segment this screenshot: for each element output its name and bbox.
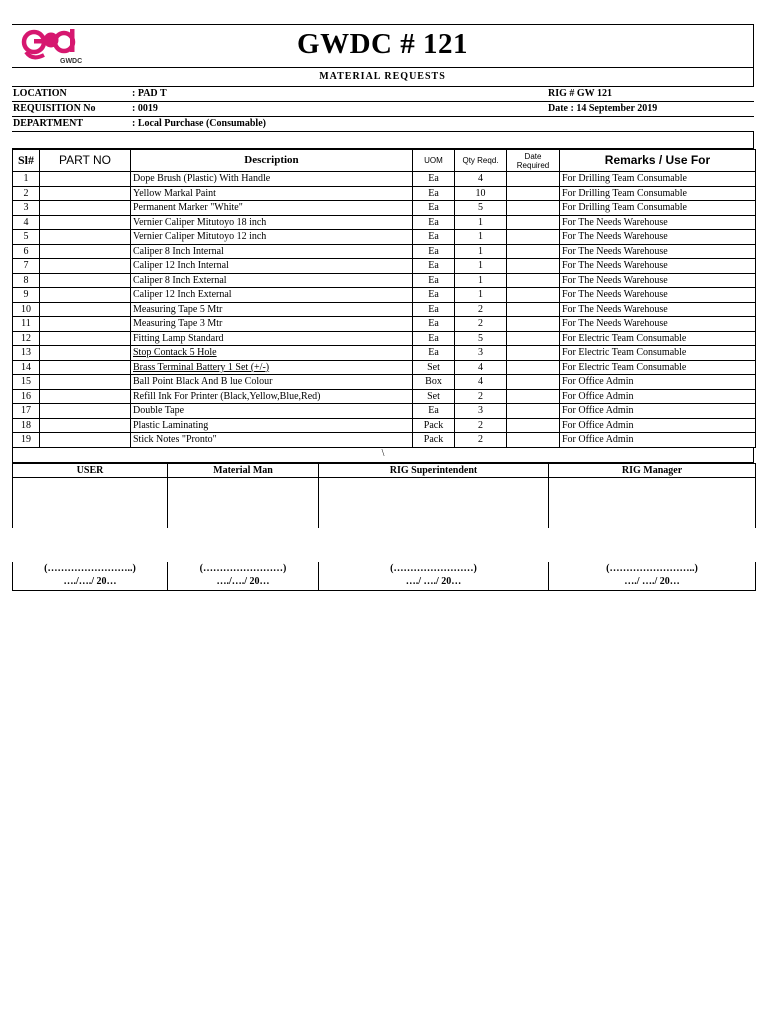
- cell-uom: Pack: [413, 433, 455, 448]
- cell-description: Yellow Markal Paint: [131, 186, 413, 201]
- sig-rig-superintendent-box: [319, 477, 549, 528]
- cell-uom: Ea: [413, 244, 455, 259]
- sig-rig-manager-box: [549, 477, 756, 528]
- col-description: Description: [131, 150, 413, 172]
- sig-rig-manager-line: (……………………..) …./ …./ 20…: [549, 562, 756, 591]
- cell-qty: 4: [455, 375, 507, 390]
- cell-description: Vernier Caliper Mitutoyo 12 inch: [131, 230, 413, 245]
- cell-qty: 3: [455, 404, 507, 419]
- cell-part-no: [40, 186, 131, 201]
- cell-part-no: [40, 230, 131, 245]
- sig-material-man-box: [168, 477, 319, 528]
- cell-qty: 2: [455, 433, 507, 448]
- cell-remarks: For Electric Team Consumable: [560, 346, 756, 361]
- cell-sl: 7: [13, 259, 40, 274]
- cell-remarks: For The Needs Warehouse: [560, 230, 756, 245]
- cell-description: Caliper 12 Inch Internal: [131, 259, 413, 274]
- requisition-row: [12, 102, 754, 117]
- cell-remarks: For Office Admin: [560, 433, 756, 448]
- cell-description: Plastic Laminating: [131, 418, 413, 433]
- cell-description: Fitting Lamp Standard: [131, 331, 413, 346]
- cell-remarks: For Office Admin: [560, 404, 756, 419]
- cell-uom: Ea: [413, 317, 455, 332]
- sig-user-box: [13, 477, 168, 528]
- table-row: [13, 389, 756, 404]
- date-label: Date : 14 September 2019: [548, 103, 658, 114]
- cell-remarks: For The Needs Warehouse: [560, 288, 756, 303]
- cell-sl: 1: [13, 172, 40, 187]
- table-row: [13, 346, 756, 361]
- signature-gap-row: [13, 528, 756, 562]
- cell-part-no: [40, 389, 131, 404]
- request-info: [12, 86, 754, 149]
- cell-date-required: [507, 317, 560, 332]
- cell-qty: 1: [455, 215, 507, 230]
- cell-description: Ball Point Black And B lue Colour: [131, 375, 413, 390]
- cell-remarks: For Office Admin: [560, 389, 756, 404]
- sig-user-line: (……………………..) …./…./ 20…: [13, 562, 168, 591]
- cell-uom: Ea: [413, 288, 455, 303]
- signature-header-row: [13, 463, 756, 477]
- spacer-row: [12, 132, 754, 149]
- table-row: [13, 331, 756, 346]
- cell-remarks: For Drilling Team Consumable: [560, 172, 756, 187]
- table-row: [13, 302, 756, 317]
- cell-uom: Box: [413, 375, 455, 390]
- cell-qty: 3: [455, 346, 507, 361]
- cell-description: Permanent Marker "White": [131, 201, 413, 216]
- cell-uom: Ea: [413, 346, 455, 361]
- cell-remarks: For The Needs Warehouse: [560, 317, 756, 332]
- page-subtitle: MATERIAL REQUESTS: [12, 67, 754, 86]
- cell-remarks: For The Needs Warehouse: [560, 273, 756, 288]
- table-header-row: [13, 150, 756, 172]
- cell-description: Brass Terminal Battery 1 Set (+/-): [131, 360, 413, 375]
- cell-sl: 17: [13, 404, 40, 419]
- cell-date-required: [507, 201, 560, 216]
- cell-remarks: For Electric Team Consumable: [560, 331, 756, 346]
- cell-remarks: For Drilling Team Consumable: [560, 186, 756, 201]
- cell-qty: 2: [455, 418, 507, 433]
- cell-remarks: For The Needs Warehouse: [560, 244, 756, 259]
- location-label: LOCATION: [13, 88, 67, 99]
- cell-sl: 6: [13, 244, 40, 259]
- cell-date-required: [507, 389, 560, 404]
- cell-description: Measuring Tape 3 Mtr: [131, 317, 413, 332]
- svg-text:GWDC: GWDC: [60, 58, 82, 65]
- cell-date-required: [507, 215, 560, 230]
- cell-sl: 11: [13, 317, 40, 332]
- cell-sl: 12: [13, 331, 40, 346]
- department-label: DEPARTMENT: [13, 118, 84, 129]
- cell-sl: 8: [13, 273, 40, 288]
- cell-sl: 19: [13, 433, 40, 448]
- requisition-value: : 0019: [132, 103, 158, 114]
- cell-description: Stick Notes "Pronto": [131, 433, 413, 448]
- cell-sl: 18: [13, 418, 40, 433]
- cell-sl: 16: [13, 389, 40, 404]
- cell-sl: 4: [13, 215, 40, 230]
- table-row: [13, 230, 756, 245]
- cell-part-no: [40, 302, 131, 317]
- cell-date-required: [507, 172, 560, 187]
- table-row: [13, 259, 756, 274]
- cell-uom: Ea: [413, 331, 455, 346]
- cell-date-required: [507, 186, 560, 201]
- cell-qty: 2: [455, 389, 507, 404]
- cell-date-required: [507, 346, 560, 361]
- cell-uom: Ea: [413, 273, 455, 288]
- table-row: [13, 244, 756, 259]
- cell-date-required: [507, 230, 560, 245]
- rig-label: RIG # GW 121: [548, 88, 612, 99]
- sig-material-man-line: (……………………) …./…./ 20…: [168, 562, 319, 591]
- department-value: : Local Purchase (Consumable): [132, 118, 266, 129]
- cell-date-required: [507, 418, 560, 433]
- table-row: [13, 433, 756, 448]
- cell-date-required: [507, 360, 560, 375]
- cell-uom: Ea: [413, 172, 455, 187]
- table-row: [13, 273, 756, 288]
- cell-part-no: [40, 375, 131, 390]
- sig-rig-manager-label: RIG Manager: [549, 463, 756, 477]
- cell-uom: Set: [413, 389, 455, 404]
- cell-date-required: [507, 404, 560, 419]
- table-row: [13, 172, 756, 187]
- cell-part-no: [40, 418, 131, 433]
- cell-uom: Ea: [413, 404, 455, 419]
- cell-description: Caliper 8 Inch External: [131, 273, 413, 288]
- cell-remarks: For The Needs Warehouse: [560, 215, 756, 230]
- cell-description: Vernier Caliper Mitutoyo 18 inch: [131, 215, 413, 230]
- cell-qty: 4: [455, 172, 507, 187]
- table-row: [13, 215, 756, 230]
- table-row: [13, 360, 756, 375]
- department-row: [12, 117, 754, 132]
- cell-qty: 1: [455, 230, 507, 245]
- trailing-row: [12, 448, 754, 463]
- cell-part-no: [40, 273, 131, 288]
- cell-remarks: For The Needs Warehouse: [560, 259, 756, 274]
- cell-part-no: [40, 404, 131, 419]
- document-header: [12, 24, 754, 67]
- cell-qty: 2: [455, 317, 507, 332]
- col-uom: UOM: [413, 150, 455, 172]
- cell-qty: 2: [455, 302, 507, 317]
- requisition-label: REQUISITION No: [13, 103, 96, 114]
- cell-description: Stop Contack 5 Hole: [131, 346, 413, 361]
- cell-part-no: [40, 172, 131, 187]
- cell-date-required: [507, 433, 560, 448]
- table-row: [13, 186, 756, 201]
- cell-description: Measuring Tape 5 Mtr: [131, 302, 413, 317]
- cell-uom: Ea: [413, 186, 455, 201]
- cell-uom: Set: [413, 360, 455, 375]
- cell-part-no: [40, 360, 131, 375]
- cell-qty: 5: [455, 331, 507, 346]
- sig-material-man-label: Material Man: [168, 463, 319, 477]
- signature-table: [12, 463, 756, 591]
- cell-sl: 9: [13, 288, 40, 303]
- cell-qty: 10: [455, 186, 507, 201]
- cell-remarks: For Office Admin: [560, 418, 756, 433]
- cell-date-required: [507, 302, 560, 317]
- cell-sl: 5: [13, 230, 40, 245]
- items-table: [12, 149, 756, 448]
- cell-description: Caliper 12 Inch External: [131, 288, 413, 303]
- cell-sl: 10: [13, 302, 40, 317]
- cell-uom: Ea: [413, 259, 455, 274]
- cell-date-required: [507, 331, 560, 346]
- cell-description: Double Tape: [131, 404, 413, 419]
- cell-part-no: [40, 433, 131, 448]
- cell-qty: 1: [455, 244, 507, 259]
- cell-qty: 5: [455, 201, 507, 216]
- signature-date-row: [13, 562, 756, 591]
- sig-rig-superintendent-line: (……………………) …./ …./ 20…: [319, 562, 549, 591]
- cell-qty: 1: [455, 288, 507, 303]
- cell-qty: 4: [455, 360, 507, 375]
- trailing-mark: \: [381, 447, 385, 459]
- cell-description: Refill Ink For Printer (Black,Yellow,Blue,Red): [131, 389, 413, 404]
- table-row: [13, 375, 756, 390]
- cell-qty: 1: [455, 273, 507, 288]
- cell-uom: Ea: [413, 230, 455, 245]
- cell-part-no: [40, 288, 131, 303]
- location-value: : PAD T: [132, 88, 167, 99]
- sig-rig-superintendent-label: RIG Superintendent: [319, 463, 549, 477]
- cell-uom: Pack: [413, 418, 455, 433]
- cell-qty: 1: [455, 259, 507, 274]
- cell-description: Caliper 8 Inch Internal: [131, 244, 413, 259]
- table-row: [13, 418, 756, 433]
- cell-date-required: [507, 259, 560, 274]
- cell-description: Dope Brush (Plastic) With Handle: [131, 172, 413, 187]
- sig-user-label: USER: [13, 463, 168, 477]
- col-remarks: Remarks / Use For: [560, 150, 756, 172]
- col-part-no: PART NO: [40, 150, 131, 172]
- cell-part-no: [40, 346, 131, 361]
- cell-uom: Ea: [413, 302, 455, 317]
- cell-part-no: [40, 259, 131, 274]
- cell-sl: 15: [13, 375, 40, 390]
- cell-part-no: [40, 317, 131, 332]
- cell-sl: 14: [13, 360, 40, 375]
- table-row: [13, 201, 756, 216]
- cell-date-required: [507, 273, 560, 288]
- table-row: [13, 288, 756, 303]
- location-row: [12, 87, 754, 102]
- page-title: GWDC # 121: [297, 28, 468, 60]
- cell-sl: 13: [13, 346, 40, 361]
- cell-sl: 2: [13, 186, 40, 201]
- cell-part-no: [40, 201, 131, 216]
- cell-uom: Ea: [413, 215, 455, 230]
- signature-box-row: [13, 477, 756, 528]
- col-qty: Qty Reqd.: [455, 150, 507, 172]
- cell-part-no: [40, 331, 131, 346]
- cell-sl: 3: [13, 201, 40, 216]
- cell-remarks: For The Needs Warehouse: [560, 302, 756, 317]
- cell-date-required: [507, 288, 560, 303]
- table-row: [13, 404, 756, 419]
- cell-date-required: [507, 375, 560, 390]
- cell-part-no: [40, 215, 131, 230]
- cell-remarks: For Office Admin: [560, 375, 756, 390]
- cell-remarks: For Electric Team Consumable: [560, 360, 756, 375]
- cell-uom: Ea: [413, 201, 455, 216]
- col-date-required: Date Required: [507, 150, 560, 172]
- cell-date-required: [507, 244, 560, 259]
- material-request-sheet: [12, 24, 754, 591]
- cell-remarks: For Drilling Team Consumable: [560, 201, 756, 216]
- col-sl: Sl#: [13, 150, 40, 172]
- table-row: [13, 317, 756, 332]
- cell-part-no: [40, 244, 131, 259]
